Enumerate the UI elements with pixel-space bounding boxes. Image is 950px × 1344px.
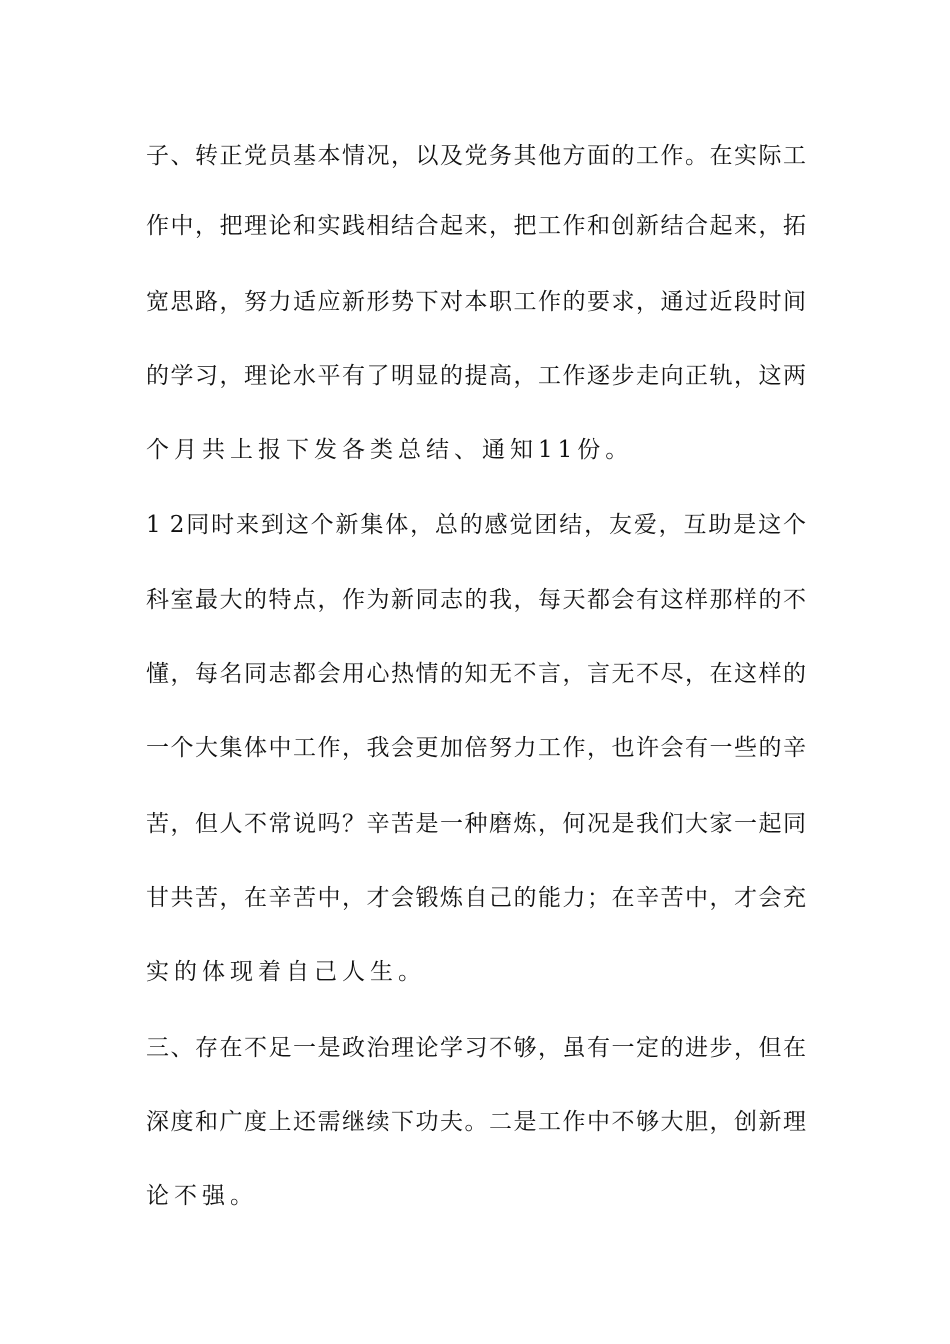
text-line: 论不强。 <box>146 1183 258 1209</box>
text-line: 子、转正党员基本情况，以及党务其他方面的工作。在实际工 <box>146 143 806 169</box>
text-line: 三、存在不足一是政治理论学习不够，虽有一定的进步，但在 <box>146 1035 806 1061</box>
text-line: 作中，把理论和实践相结合起来，把工作和创新结合起来，拓 <box>146 213 806 239</box>
text-line: 苦，但人不常说吗？辛苦是一种磨炼，何况是我们大家一起同 <box>146 811 806 837</box>
text-line: 科室最大的特点，作为新同志的我，每天都会有这样那样的不 <box>146 587 806 613</box>
text-line: 懂，每名同志都会用心热情的知无不言，言无不尽，在这样的 <box>146 661 806 687</box>
text-line: 甘共苦，在辛苦中，才会锻炼自己的能力；在辛苦中，才会充 <box>146 885 806 911</box>
text-line: 的学习，理论水平有了明显的提高，工作逐步走向正轨，这两 <box>146 363 806 389</box>
text-line: 实的体现着自己人生。 <box>146 959 426 985</box>
text-line: 深度和广度上还需继续下功夫。二是工作中不够大胆，创新理 <box>146 1109 806 1135</box>
text-line: 一个大集体中工作，我会更加倍努力工作，也许会有一些的辛 <box>146 735 806 761</box>
text-line: 1 2同时来到这个新集体，总的感觉团结，友爱，互助是这个 <box>146 512 806 538</box>
text-line: 个月共上报下发各类总结、通知11份。 <box>146 437 634 463</box>
text-line: 宽思路，努力适应新形势下对本职工作的要求，通过近段时间 <box>146 289 806 315</box>
